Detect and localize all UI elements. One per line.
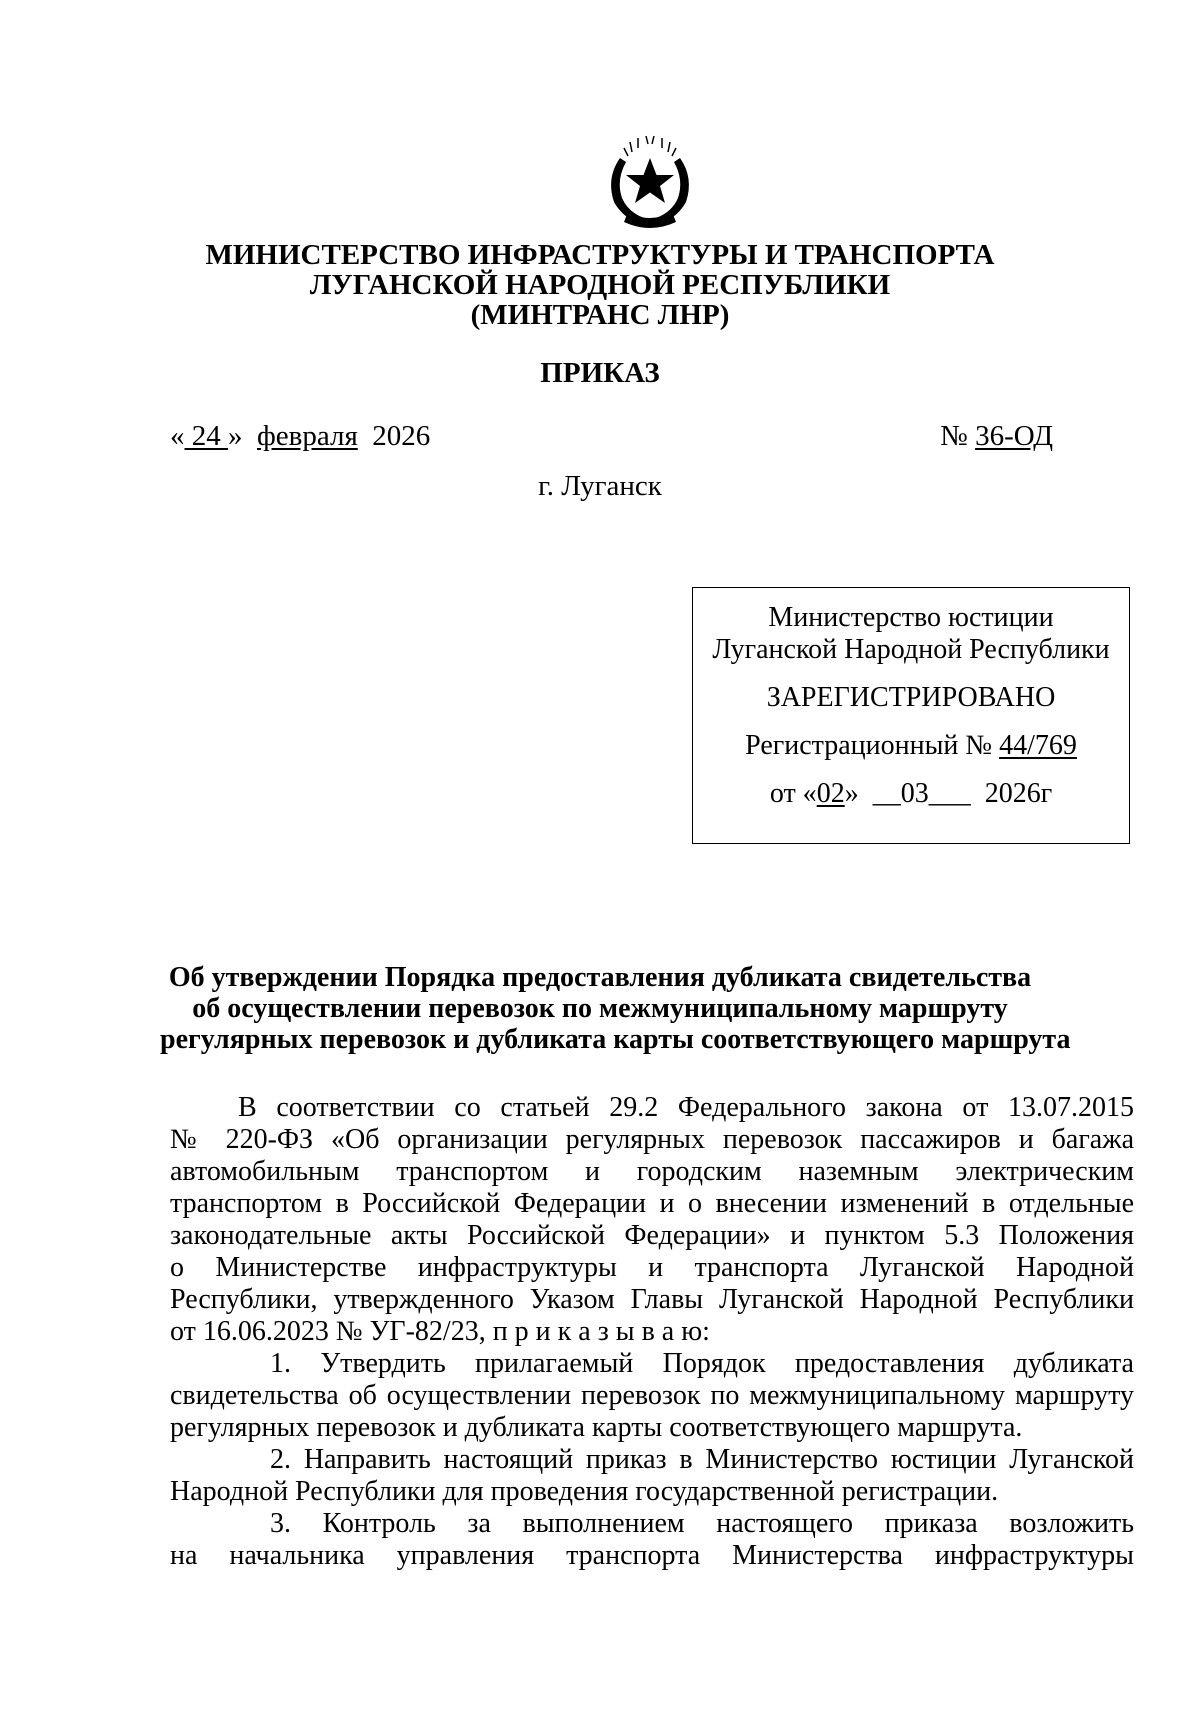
reg-date-line <box>693 778 1129 810</box>
registration-stamp <box>692 587 1130 844</box>
body-line: В соответствии со статьей 29.2 Федерального закона от 13.07.2015 <box>238 1092 1134 1123</box>
order-body <box>170 1092 1134 1572</box>
date-open-quote: « <box>170 420 185 452</box>
reg-date-day: 02 <box>816 778 845 809</box>
body-line: свидетельства об осуществлении перевозок по межмуниципальному маршруту <box>170 1380 1134 1411</box>
reg-ministry-line-1: Министерство юстиции <box>768 602 1054 633</box>
reg-number-label: Регистрационный № <box>745 730 993 761</box>
number-prefix: № <box>940 420 968 452</box>
date-close-quote: » <box>228 420 243 452</box>
subject-line-1: Об утверждении Порядка предоставления дубликата свидетельства <box>168 962 1032 993</box>
subject-line-2: об осуществлении перевозок по межмуниципальному маршруту <box>192 993 1008 1024</box>
body-line: автомобильным транспортом и городским наземным электрическим <box>170 1156 1134 1187</box>
ministry-line-2: ЛУГАНСКОЙ НАРОДНОЙ РЕСПУБЛИКИ <box>309 269 891 301</box>
body-line: 1. Утвердить прилагаемый Порядок предоставления дубликата <box>270 1348 1134 1379</box>
order-date <box>170 420 430 452</box>
body-line: от 16.06.2023 № УГ-82/23, п р и к а з ы в а ю: <box>170 1316 710 1347</box>
order-city: г. Луганск <box>538 470 662 502</box>
order-number <box>940 420 1053 452</box>
reg-ministry-line-2: Луганской Народной Республики <box>712 634 1110 665</box>
order-subject <box>160 962 1071 1055</box>
body-line: Республики, утвержденного Указом Главы Луганской Народной Республики <box>170 1284 1134 1315</box>
subject-line-3: регулярных перевозок и дубликата карты соответствующего маршрута <box>160 1024 1071 1055</box>
body-line: законодательные акты Российской Федерации» и пунктом 5.3 Положения <box>170 1220 1134 1251</box>
reg-date-year: 2026г <box>984 778 1053 809</box>
body-line: Народной Республики для проведения государственной регистрации. <box>170 1476 999 1507</box>
coat-of-arms-emblem <box>598 128 702 232</box>
date-month: февраля <box>257 420 358 452</box>
reg-date-close: » <box>844 778 859 809</box>
reg-date-month: __03___ <box>872 778 971 809</box>
body-line: транспортом в Российской Федерации и о внесении изменений в отдельные <box>170 1188 1134 1219</box>
order-title: ПРИКАЗ <box>540 357 660 389</box>
body-line: № 220-ФЗ «Об организации регулярных перевозок пассажиров и багажа <box>170 1124 1134 1155</box>
number-value: 36-ОД <box>975 420 1053 452</box>
date-year: 2026 <box>372 420 431 452</box>
body-line: регулярных перевозок и дубликата карты соответствующего маршрута. <box>170 1412 1023 1443</box>
ministry-name <box>0 240 1200 330</box>
body-line: 2. Направить настоящий приказ в Министерство юстиции Луганской <box>270 1444 1134 1475</box>
date-day: 24 <box>184 420 228 452</box>
body-line: на начальника управления транспорта Министерства инфраструктуры <box>170 1540 1134 1571</box>
ministry-line-1: МИНИСТЕРСТВО ИНФРАСТРУКТУРЫ И ТРАНСПОРТА <box>205 239 995 271</box>
reg-date-prefix: от « <box>769 778 817 809</box>
body-line: о Министерстве инфраструктуры и транспорта Луганской Народной <box>170 1252 1134 1283</box>
reg-status: ЗАРЕГИСТРИРОВАНО <box>766 682 1056 713</box>
ministry-line-3: (МИНТРАНС ЛНР) <box>470 299 730 331</box>
body-line: 3. Контроль за выполнением настоящего приказа возложить <box>270 1508 1134 1539</box>
reg-number-value: 44/769 <box>999 730 1077 761</box>
reg-number-line <box>693 730 1129 762</box>
